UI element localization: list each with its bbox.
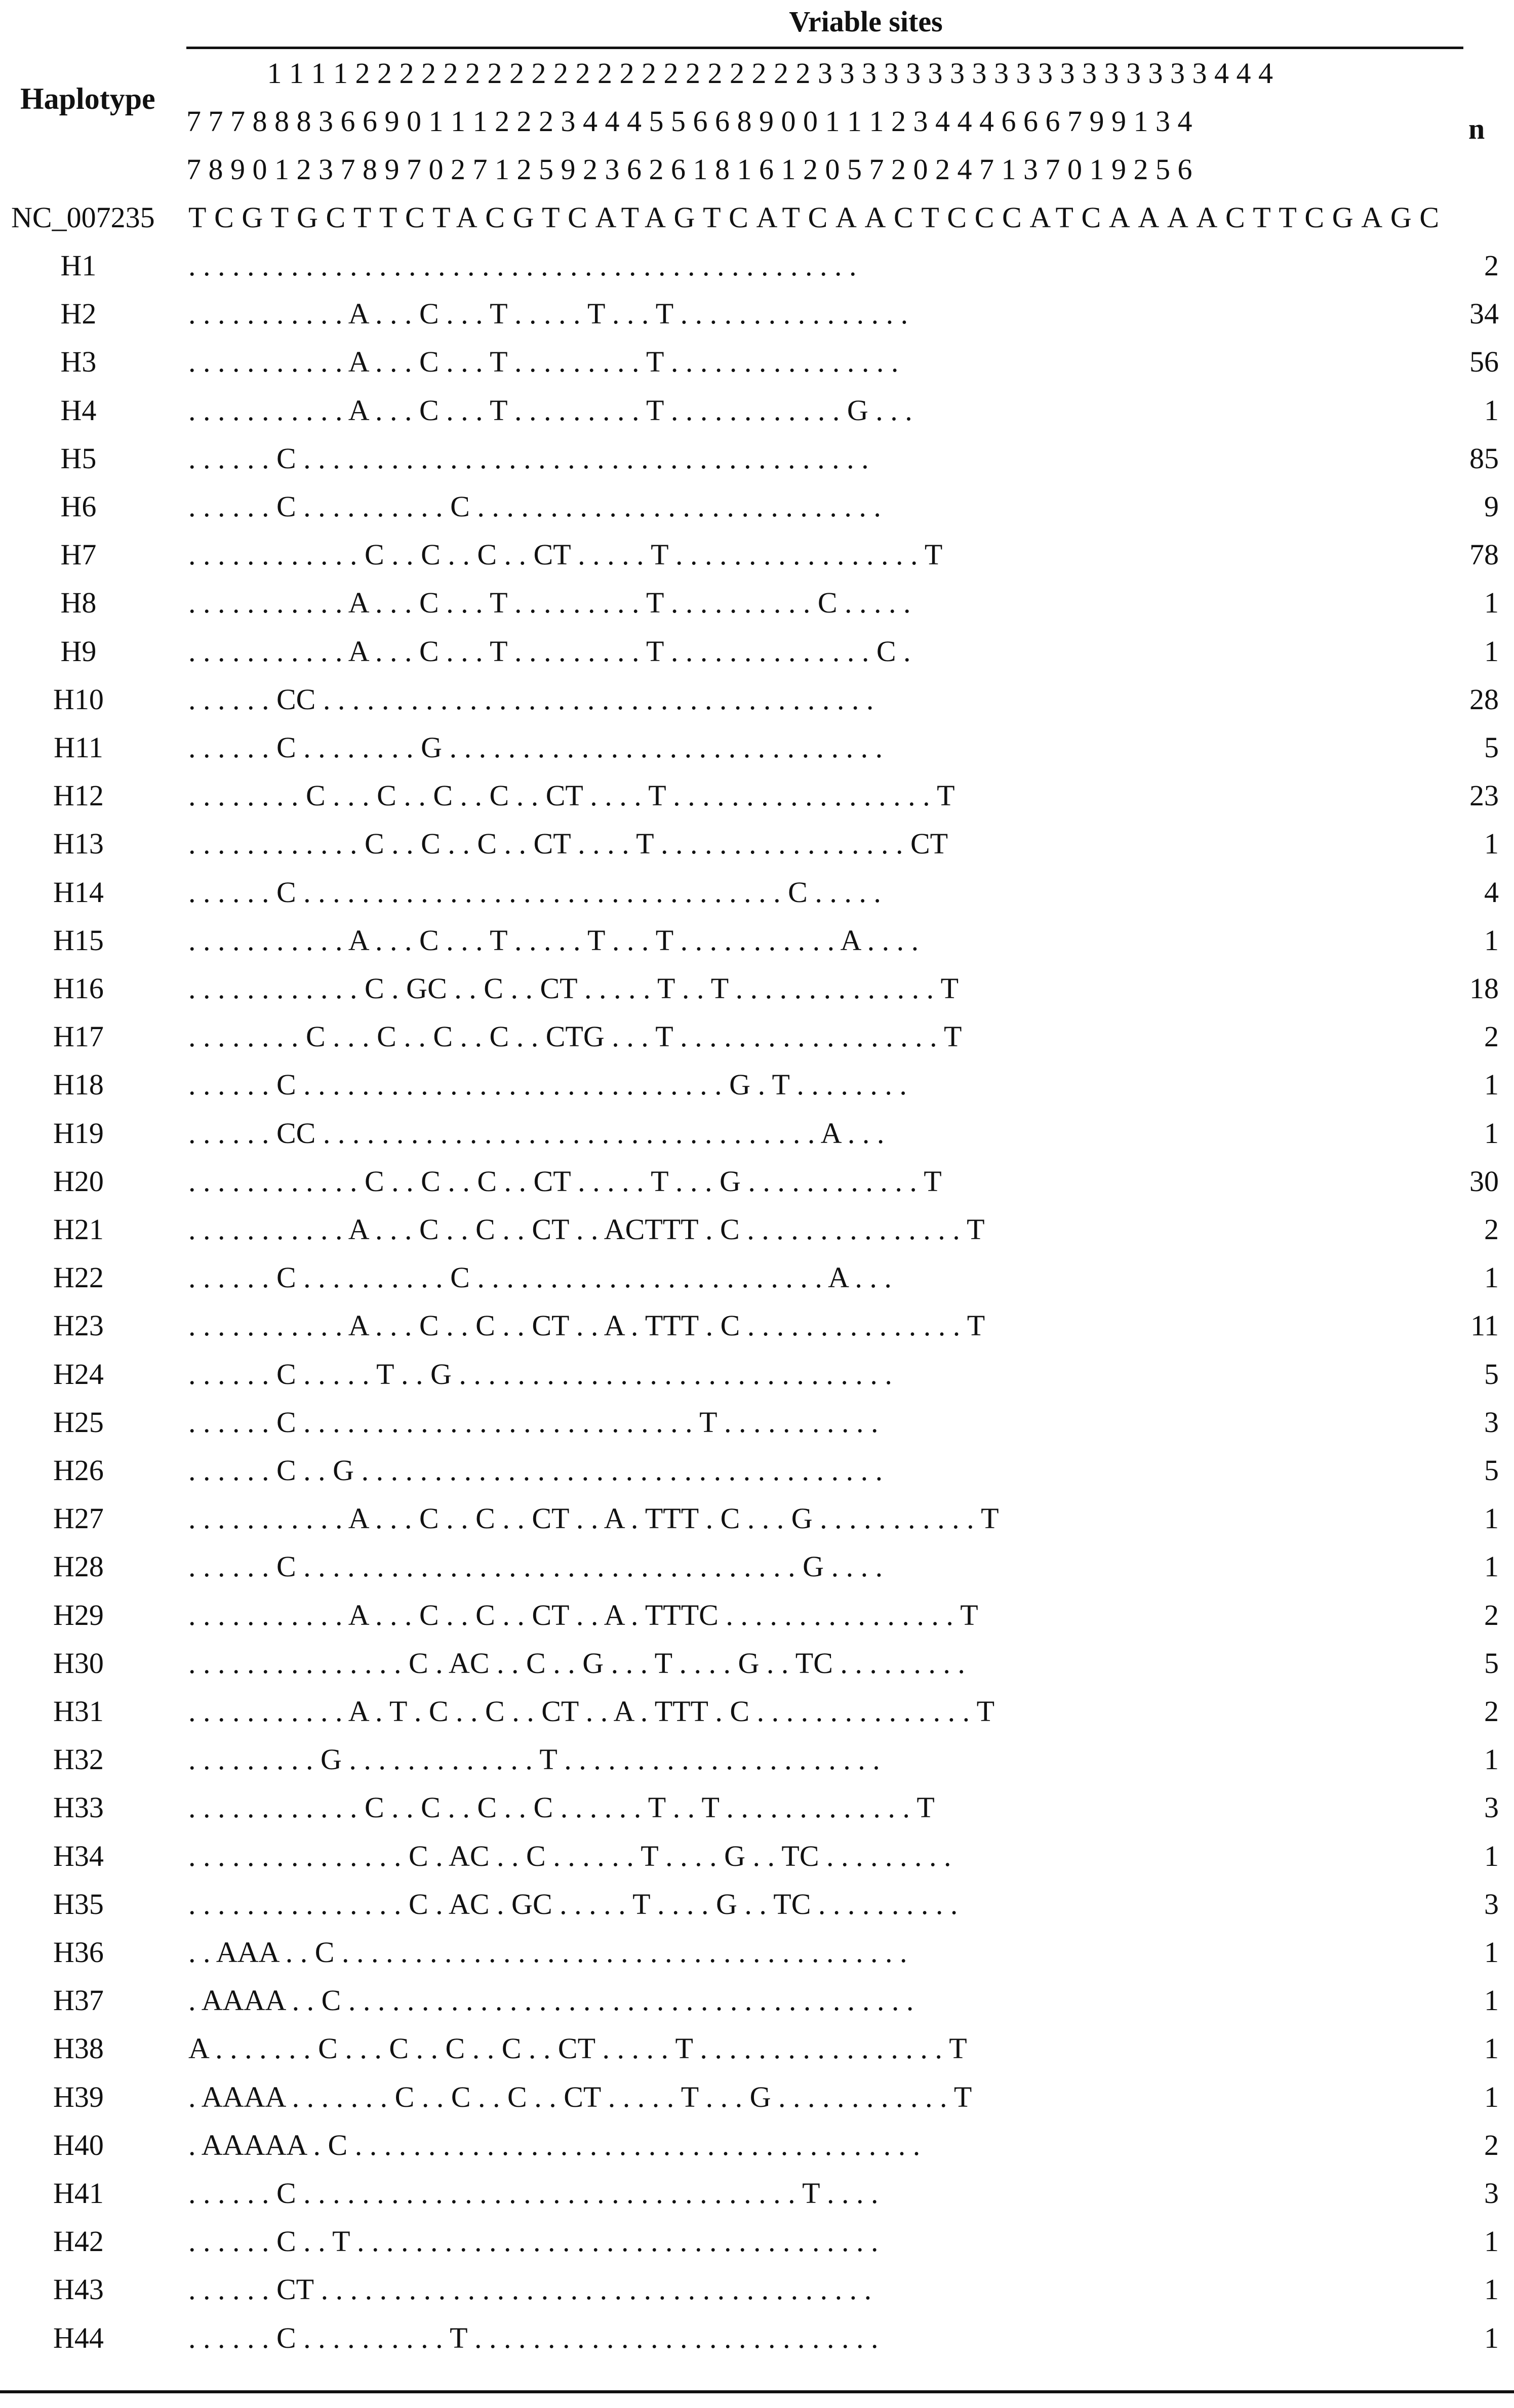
table-title: Vriable sites xyxy=(789,5,943,38)
haplotype-sequence: . . . . . . CC . . . . . . . . . . . . . . . . . . . . . . . . . . . . . . . . . . . . . . xyxy=(188,682,874,716)
haplotype-column-header: Haplotype xyxy=(20,82,155,115)
haplotype-sequence: . . . . . . . . C . . . C . . C . . C . . CTG . . . T . . . . . . . . . . . . . . . . . . T xyxy=(188,1020,962,1053)
haplotype-count: 5 xyxy=(1484,731,1499,764)
haplotype-count: 1 xyxy=(1484,1743,1499,1776)
haplotype-count: 1 xyxy=(1484,2321,1499,2354)
haplotype-id: H24 xyxy=(53,1357,104,1391)
haplotype-count: 1 xyxy=(1484,634,1499,668)
haplotype-sequence: . . . . . . . . . . . . C . . C . . C . . CT . . . . . T . . . G . . . . . . . . . . . . T xyxy=(188,1164,942,1198)
haplotype-count: 1 xyxy=(1484,1839,1499,1872)
haplotype-sequence: . . . . . . C . . . . . . . . . . . . . . . . . . . . . . . . . . . T . . . . . . . . . . . xyxy=(188,1405,879,1439)
haplotype-count: 5 xyxy=(1484,1454,1499,1487)
haplotype-id: H8 xyxy=(60,586,97,620)
haplotype-count: 1 xyxy=(1484,1502,1499,1535)
haplotype-count: 5 xyxy=(1484,1646,1499,1680)
haplotype-id: H35 xyxy=(53,1887,104,1921)
haplotype-count: 1 xyxy=(1484,923,1499,957)
haplotype-sequence: . AAAA . . C . . . . . . . . . . . . . . . . . . . . . . . . . . . . . . . . . . . . . . . xyxy=(188,1984,914,2017)
haplotype-count: 1 xyxy=(1484,1936,1499,1969)
haplotype-sequence: . . . . . . . . . . . A . . . C . . . T . . . . . . . . . T . . . . . . . . . . . . G . . . xyxy=(188,393,912,427)
haplotype-count: 2 xyxy=(1484,1695,1499,1728)
haplotype-count: 3 xyxy=(1484,1405,1499,1439)
haplotype-id: H44 xyxy=(53,2321,104,2354)
haplotype-sequence: . . . . . . . . . . . A . . . C . . . T . . . . . T . . . T . . . . . . . . . . . . . . . . xyxy=(188,297,908,331)
haplotype-sequence: . . . . . . C . . . . . . . . . . C . . . . . . . . . . . . . . . . . . . . . . . . A . . . xyxy=(188,1261,892,1294)
haplotype-count: 2 xyxy=(1484,1213,1499,1246)
haplotype-id: H18 xyxy=(53,1068,104,1101)
haplotype-id: H2 xyxy=(60,297,97,331)
haplotype-sequence: . . . . . . . . . . . . C . . C . . C . . CT . . . . . T . . . . . . . . . . . . . . . . . T xyxy=(188,538,943,572)
haplotype-id: H17 xyxy=(53,1020,104,1053)
haplotype-sequence: . . . . . . . . . . . A . . . C . . C . . CT . . A . TTT . C . . . . . . . . . . . . . . . T xyxy=(188,1309,985,1342)
haplotype-sequence: A . . . . . . . C . . . C . . C . . C . . CT . . . . . T . . . . . . . . . . . . . . . . . T xyxy=(188,2032,967,2065)
haplotype-count: 2 xyxy=(1484,2128,1499,2161)
haplotype-count: 5 xyxy=(1484,1357,1499,1391)
haplotype-id: H27 xyxy=(53,1502,104,1535)
haplotype-id: H4 xyxy=(60,393,97,427)
haplotype-id: H40 xyxy=(53,2128,104,2161)
haplotype-id: H22 xyxy=(53,1261,104,1294)
haplotype-count: 18 xyxy=(1469,972,1499,1005)
haplotype-id: H21 xyxy=(53,1213,104,1246)
haplotype-count: 3 xyxy=(1484,2177,1499,2210)
haplotype-sequence: . . . . . . . . . G . . . . . . . . . . . . . T . . . . . . . . . . . . . . . . . . . . . . xyxy=(188,1743,880,1776)
haplotype-sequence: . . . . . . C . . . . . . . . . . . . . . . . . . . . . . . . . . . . . G . T . . . . . . . . xyxy=(188,1068,907,1101)
haplotype-count: 2 xyxy=(1484,1598,1499,1631)
haplotype-sequence: . . . . . . C . . . . . . . . . . . . . . . . . . . . . . . . . . . . . . . . . C . . . . . xyxy=(188,875,881,909)
top-rule xyxy=(186,47,1463,49)
haplotype-id: H19 xyxy=(53,1116,104,1150)
haplotype-count: 1 xyxy=(1484,2273,1499,2306)
haplotype-id: H3 xyxy=(60,345,97,379)
haplotype-sequence: . . . . . . CC . . . . . . . . . . . . . . . . . . . . . . . . . . . . . . . . . . A . . . xyxy=(188,1116,885,1150)
haplotype-id: H1 xyxy=(60,249,97,282)
haplotype-sequence: . . . . . . C . . . . . . . . . . . . . . . . . . . . . . . . . . . . . . . . . . G . . . . xyxy=(188,1550,883,1583)
haplotype-sequence: . . . . . . . . . . . . C . . C . . C . . CT . . . . T . . . . . . . . . . . . . . . . . CT xyxy=(188,827,948,861)
reference-sequence: TCGTGCTTCTACGTCATAGTCATCAACTCCCATCAAAACTTCGAGC xyxy=(188,201,1447,234)
haplotype-sequence: . AAAA . . . . . . . C . . C . . C . . CT . . . . . T . . . G . . . . . . . . . . . . T xyxy=(188,2080,972,2113)
haplotype-id: H10 xyxy=(53,682,104,716)
haplotype-sequence: . . . . . . C . . . . . . . . . . . . . . . . . . . . . . . . . . . . . . . . . . T . . . . xyxy=(188,2177,879,2210)
position-row-tens: 7 7 7 8 8 8 3 6 6 9 0 1 1 1 2 2 2 3 4 4 4 5 5 6 6 8 9 0 0 1 1 1 2 3 4 4 4 6 6 6 7 9 9 1 3 4 xyxy=(186,105,1192,138)
haplotype-count: 3 xyxy=(1484,1887,1499,1921)
haplotype-sequence: . . . . . . C . . . . . T . . G . . . . . . . . . . . . . . . . . . . . . . . . . . . . . . xyxy=(188,1357,892,1391)
haplotype-id: H12 xyxy=(53,779,104,812)
haplotype-id: H33 xyxy=(53,1791,104,1824)
haplotype-id: H32 xyxy=(53,1743,104,1776)
haplotype-id: H43 xyxy=(53,2273,104,2306)
haplotype-id: H20 xyxy=(53,1164,104,1198)
haplotype-id: H41 xyxy=(53,2177,104,2210)
haplotype-count: 11 xyxy=(1470,1309,1499,1342)
haplotype-id: H42 xyxy=(53,2225,104,2258)
bottom-rule xyxy=(0,2390,1514,2393)
haplotype-id: H34 xyxy=(53,1839,104,1872)
haplotype-count: 1 xyxy=(1484,1550,1499,1583)
haplotype-id: H30 xyxy=(53,1646,104,1680)
haplotype-count: 23 xyxy=(1469,779,1499,812)
haplotype-sequence: . . . . . . CT . . . . . . . . . . . . . . . . . . . . . . . . . . . . . . . . . . . . . . xyxy=(188,2273,872,2306)
haplotype-id: H23 xyxy=(53,1309,104,1342)
haplotype-id: H6 xyxy=(60,490,97,523)
haplotype-count: 9 xyxy=(1484,490,1499,523)
haplotype-count: 1 xyxy=(1484,1068,1499,1101)
haplotype-count: 34 xyxy=(1469,297,1499,331)
haplotype-id: H37 xyxy=(53,1984,104,2017)
haplotype-count: 1 xyxy=(1484,1116,1499,1150)
haplotype-sequence: . . . . . . . . . . . . . . . C . AC . . C . . . . . . T . . . . G . . TC . . . . . . . . . xyxy=(188,1839,951,1872)
haplotype-id: H36 xyxy=(53,1936,104,1969)
haplotype-sequence: . . . . . . . . . . . A . T . C . . C . . CT . . A . TTT . C . . . . . . . . . . . . . . . T xyxy=(188,1695,994,1728)
haplotype-sequence: . . . . . . . . . . . A . . . C . . C . . CT . . A . TTT . C . . . G . . . . . . . . . . . T xyxy=(188,1502,999,1535)
haplotype-count: 4 xyxy=(1484,875,1499,909)
haplotype-id: H16 xyxy=(53,972,104,1005)
haplotype-sequence: . . . . . . . . . . . A . . . C . . . T . . . . . T . . . T . . . . . . . . . . . A . . . . xyxy=(188,923,919,957)
haplotype-id: H29 xyxy=(53,1598,104,1631)
haplotype-sequence: . . . . . . . . . . . A . . . C . . . T . . . . . . . . . T . . . . . . . . . . . . . . C . xyxy=(188,634,911,668)
haplotype-id: H5 xyxy=(60,441,97,475)
haplotype-sequence: . . . . . . C . . . . . . . . G . . . . . . . . . . . . . . . . . . . . . . . . . . . . . . xyxy=(188,731,883,764)
haplotype-count: 1 xyxy=(1484,393,1499,427)
haplotype-count: 78 xyxy=(1469,538,1499,572)
haplotype-sequence: . . . . . . C . . . . . . . . . . C . . . . . . . . . . . . . . . . . . . . . . . . . . . . xyxy=(188,490,881,523)
reference-label: NC_007235 xyxy=(11,201,155,234)
haplotype-id: H13 xyxy=(53,827,104,861)
haplotype-id: H15 xyxy=(53,923,104,957)
haplotype-sequence: . . . . . . . . . . . A . . . C . . C . . CT . . ACTTT . C . . . . . . . . . . . . . . . T xyxy=(188,1213,985,1246)
haplotype-id: H39 xyxy=(53,2080,104,2113)
haplotype-count: 2 xyxy=(1484,1020,1499,1053)
haplotype-id: H11 xyxy=(54,731,103,764)
haplotype-id: H38 xyxy=(53,2032,104,2065)
haplotype-sequence: . . . . . . . . . . . A . . . C . . . T . . . . . . . . . T . . . . . . . . . . . . . . . . xyxy=(188,345,899,379)
haplotype-count: 30 xyxy=(1469,1164,1499,1198)
haplotype-sequence: . . . . . . C . . G . . . . . . . . . . . . . . . . . . . . . . . . . . . . . . . . . . . . xyxy=(188,1454,883,1487)
haplotype-sequence: . . AAA . . C . . . . . . . . . . . . . . . . . . . . . . . . . . . . . . . . . . . . . . . xyxy=(188,1936,907,1969)
haplotype-id: H28 xyxy=(53,1550,104,1583)
haplotype-count: 28 xyxy=(1469,682,1499,716)
haplotype-count: 85 xyxy=(1469,441,1499,475)
haplotype-sequence: . . . . . . C . . . . . . . . . . . . . . . . . . . . . . . . . . . . . . . . . . . . . . . xyxy=(188,441,869,475)
haplotype-sequence: . . . . . . . . . . . . C . . C . . C . . C . . . . . . T . . T . . . . . . . . . . . . . T xyxy=(188,1791,935,1824)
haplotype-count: 1 xyxy=(1484,2080,1499,2113)
haplotype-id: H31 xyxy=(53,1695,104,1728)
haplotype-sequence: . AAAAA . C . . . . . . . . . . . . . . . . . . . . . . . . . . . . . . . . . . . . . . . xyxy=(188,2128,921,2161)
haplotype-sequence: . . . . . . . . . . . A . . . C . . C . . CT . . A . TTTC . . . . . . . . . . . . . . . . T xyxy=(188,1598,978,1631)
haplotype-count: 1 xyxy=(1484,1261,1499,1294)
haplotype-sequence: . . . . . . . . C . . . C . . C . . C . . CT . . . . T . . . . . . . . . . . . . . . . . . T xyxy=(188,779,955,812)
haplotype-sequence: . . . . . . . . . . . . . . . C . AC . GC . . . . . T . . . . G . . TC . . . . . . . . . . xyxy=(188,1887,958,1921)
haplotype-count: 2 xyxy=(1484,249,1499,282)
haplotype-sequence: . . . . . . . . . . . . C . GC . . C . . CT . . . . . T . . T . . . . . . . . . . . . . . T xyxy=(188,972,959,1005)
haplotype-count: 1 xyxy=(1484,586,1499,620)
haplotype-count: 1 xyxy=(1484,827,1499,861)
haplotype-id: H25 xyxy=(53,1405,104,1439)
haplotype-sequence: . . . . . . . . . . . . . . . . . . . . . . . . . . . . . . . . . . . . . . . . . . . . . . xyxy=(188,249,857,282)
haplotype-count: 1 xyxy=(1484,1984,1499,2017)
haplotype-id: H7 xyxy=(60,538,97,572)
haplotype-count: 1 xyxy=(1484,2032,1499,2065)
haplotype-id: H9 xyxy=(60,634,97,668)
haplotype-count: 1 xyxy=(1484,2225,1499,2258)
haplotype-count: 3 xyxy=(1484,1791,1499,1824)
position-row-units: 7 8 9 0 1 2 3 7 8 9 7 0 2 7 1 2 5 9 2 3 6 2 6 1 8 1 6 1 2 0 5 7 2 0 2 4 7 1 3 7 0 1 9 2 5 6 xyxy=(186,153,1192,186)
haplotype-id: H26 xyxy=(53,1454,104,1487)
position-row-hundreds: 1 1 1 1 2 2 2 2 2 2 2 2 2 2 2 2 2 2 2 2 2 2 2 2 2 3 3 3 3 3 3 3 3 3 3 3 3 3 3 3 3 3 3 4 4 4 xyxy=(186,57,1273,90)
haplotype-sequence: . . . . . . . . . . . A . . . C . . . T . . . . . . . . . T . . . . . . . . . . C . . . . . xyxy=(188,586,911,620)
haplotype-sequence: . . . . . . C . . T . . . . . . . . . . . . . . . . . . . . . . . . . . . . . . . . . . . . xyxy=(188,2225,879,2258)
haplotype-sequence: . . . . . . C . . . . . . . . . . T . . . . . . . . . . . . . . . . . . . . . . . . . . . . xyxy=(188,2321,879,2354)
haplotype-sequence: . . . . . . . . . . . . . . . C . AC . . C . . G . . . T . . . . G . . TC . . . . . . . . . xyxy=(188,1646,965,1680)
haplotype-count: 56 xyxy=(1469,345,1499,379)
count-column-header: n xyxy=(1468,112,1485,145)
haplotype-id: H14 xyxy=(53,875,104,909)
